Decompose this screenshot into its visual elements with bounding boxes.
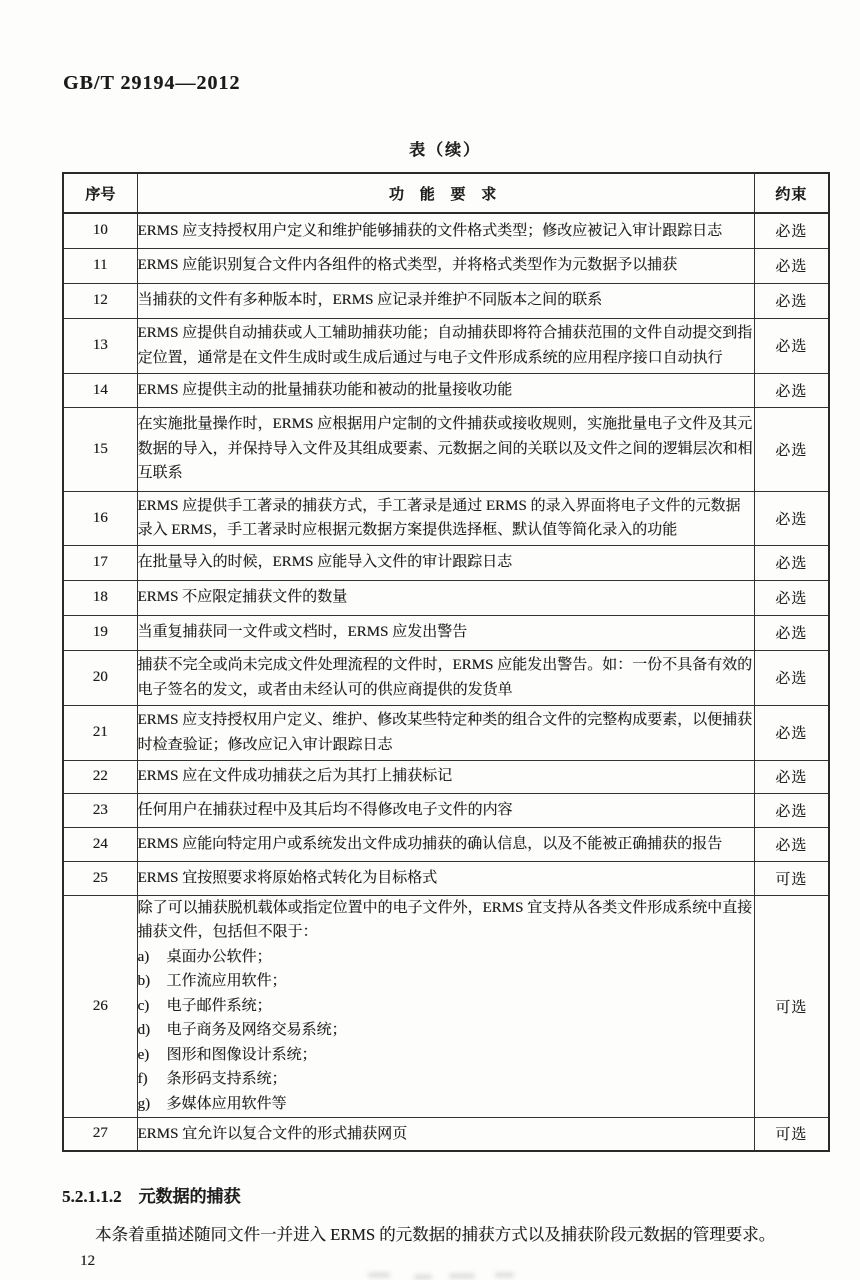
row-requirement: ERMS 应提供主动的批量捕获功能和被动的批量接收功能 (137, 373, 754, 407)
row-constraint: 必选 (754, 793, 829, 827)
row-constraint: 必选 (754, 705, 829, 760)
scan-artifact (414, 1274, 432, 1280)
table-row (63, 373, 829, 407)
list-item-letter: c) (137, 997, 150, 1014)
list-item (138, 1018, 754, 1043)
row-number: 12 (63, 283, 137, 318)
standard-number: GB/T 29194—2012 (63, 72, 241, 94)
table-row (63, 213, 829, 248)
list-item-text: 多媒体应用软件等 (166, 1095, 287, 1112)
row-requirement: ERMS 不应限定捕获文件的数量 (137, 580, 754, 615)
column-header-requirement: 功 能 要 求 (137, 173, 754, 213)
list-item-letter: e) (137, 1046, 150, 1063)
list-item (138, 1092, 754, 1117)
row-number: 25 (63, 861, 137, 895)
row-constraint: 必选 (754, 760, 829, 793)
column-header-constraint: 约束 (754, 173, 829, 213)
row-number: 13 (63, 318, 137, 373)
row-number: 24 (63, 827, 137, 861)
row-number: 27 (63, 1117, 137, 1151)
row-requirement: ERMS 应提供自动捕获或人工辅助捕获功能；自动捕获即将符合捕获范围的文件自动提交到指定位置，通常是在文件生成时或生成后通过与电子文件形成系统的应用程序接口自动执行 (137, 318, 754, 373)
row-requirement: 当捕获的文件有多种版本时，ERMS 应记录并维护不同版本之间的联系 (137, 283, 754, 318)
row-requirement: ERMS 应能向特定用户或系统发出文件成功捕获的确认信息，以及不能被正确捕获的报告 (137, 827, 754, 861)
table-title: 表（续） (408, 142, 481, 159)
row-constraint: 必选 (754, 491, 829, 545)
scan-artifact (495, 1272, 514, 1278)
table-row (63, 760, 829, 793)
list-item (138, 945, 754, 970)
table-row-26 (63, 895, 829, 1117)
page-number: 12 (80, 1253, 95, 1269)
list-item-text: 电子商务及网络交易系统； (166, 1022, 347, 1039)
row-requirement: ERMS 应支持授权用户定义和维护能够捕获的文件格式类型；修改应被记入审计跟踪日志 (137, 213, 754, 248)
table-row (63, 491, 829, 545)
list-item-text: 工作流应用软件； (166, 973, 287, 990)
body-paragraph: 本条着重描述随同文件一并进入 ERMS 的元数据的捕获方式以及捕获阶段元数据的管理要求。 (95, 1225, 776, 1244)
row-number: 22 (63, 760, 137, 793)
row-number: 17 (63, 545, 137, 580)
table-row (63, 545, 829, 580)
list-item (138, 1067, 754, 1092)
requirements-table (62, 172, 830, 1152)
table-row (63, 248, 829, 283)
list-item-letter: b) (137, 973, 150, 990)
row-constraint: 可选 (754, 861, 829, 895)
row-requirement: 在实施批量操作时，ERMS 应根据用户定制的文件捕获或接收规则，实施批量电子文件及其元数据的导入，并保持导入文件及其组成要素、元数据之间的关联以及文件之间的逻辑层次和相互联系 (137, 407, 754, 491)
column-header-no: 序号 (63, 173, 137, 213)
table-row (63, 793, 829, 827)
row-requirement: 在批量导入的时候，ERMS 应能导入文件的审计跟踪日志 (137, 545, 754, 580)
row-requirement: 当重复捕获同一文件或文档时，ERMS 应发出警告 (137, 615, 754, 650)
row-26-intro: 除了可以捕获脱机载体或指定位置中的电子文件外，ERMS 宜支持从各类文件形成系统中直接捕获文件，包括但不限于： (137, 899, 753, 941)
list-item-letter: g) (137, 1095, 150, 1112)
row-requirement (137, 895, 754, 1117)
row-number: 20 (63, 650, 137, 705)
row-number: 16 (63, 491, 137, 545)
table-row (63, 407, 829, 491)
row-constraint: 必选 (754, 283, 829, 318)
list-item (138, 994, 754, 1019)
row-constraint: 必选 (754, 615, 829, 650)
row-number: 18 (63, 580, 137, 615)
table-row (63, 318, 829, 373)
row-number: 15 (63, 407, 137, 491)
row-number: 23 (63, 793, 137, 827)
list-item-text: 桌面办公软件； (166, 948, 272, 965)
row-constraint: 必选 (754, 373, 829, 407)
row-constraint: 必选 (754, 407, 829, 491)
row-number: 21 (63, 705, 137, 760)
row-constraint: 可选 (754, 1117, 829, 1151)
row-requirement: ERMS 应提供手工著录的捕获方式，手工著录是通过 ERMS 的录入界面将电子文件的元数据录入 ERMS，手工著录时应根据元数据方案提供选择框、默认值等简化录入的功能 (137, 491, 754, 545)
list-item-text: 条形码支持系统； (166, 1071, 287, 1088)
row-requirement: ERMS 应能识别复合文件内各组件的格式类型，并将格式类型作为元数据予以捕获 (137, 248, 754, 283)
row-constraint: 可选 (754, 895, 829, 1117)
table-row (63, 705, 829, 760)
list-item (138, 1043, 754, 1068)
row-constraint: 必选 (754, 248, 829, 283)
row-requirement: ERMS 应支持授权用户定义、维护、修改某些特定种类的组合文件的完整构成要素，以便捕获时检查验证；修改应记入审计跟踪日志 (137, 705, 754, 760)
list-item-letter: d) (137, 1022, 150, 1039)
table-row (63, 1117, 829, 1151)
scan-artifact (368, 1272, 390, 1278)
table-header-row (63, 173, 829, 213)
row-requirement: ERMS 宜允许以复合文件的形式捕获网页 (137, 1117, 754, 1151)
row-constraint: 必选 (754, 545, 829, 580)
scan-artifact (449, 1273, 475, 1279)
row-number: 19 (63, 615, 137, 650)
table-row (63, 650, 829, 705)
row-constraint: 必选 (754, 580, 829, 615)
list-item-text: 图形和图像设计系统； (166, 1046, 317, 1063)
row-requirement: ERMS 宜按照要求将原始格式转化为目标格式 (137, 861, 754, 895)
row-number: 26 (63, 895, 137, 1117)
list-item-letter: f) (137, 1071, 148, 1088)
section-heading: 5.2.1.1.2 元数据的捕获 (62, 1187, 241, 1206)
list-item-text: 电子邮件系统； (166, 997, 272, 1014)
row-requirement: 捕获不完全或尚未完成文件处理流程的文件时，ERMS 应能发出警告。如：一份不具备有效的电子签名的发文，或者由未经认可的供应商提供的发货单 (137, 650, 754, 705)
row-requirement: 任何用户在捕获过程中及其后均不得修改电子文件的内容 (137, 793, 754, 827)
row-constraint: 必选 (754, 827, 829, 861)
table-row (63, 283, 829, 318)
row-constraint: 必选 (754, 213, 829, 248)
row-number: 11 (63, 248, 137, 283)
table-row (63, 615, 829, 650)
list-item-letter: a) (137, 948, 150, 965)
table-row (63, 580, 829, 615)
table-row (63, 827, 829, 861)
table-row (63, 861, 829, 895)
row-number: 14 (63, 373, 137, 407)
list-item (138, 969, 754, 994)
row-number: 10 (63, 213, 137, 248)
row-constraint: 必选 (754, 318, 829, 373)
row-requirement: ERMS 应在文件成功捕获之后为其打上捕获标记 (137, 760, 754, 793)
row-constraint: 必选 (754, 650, 829, 705)
